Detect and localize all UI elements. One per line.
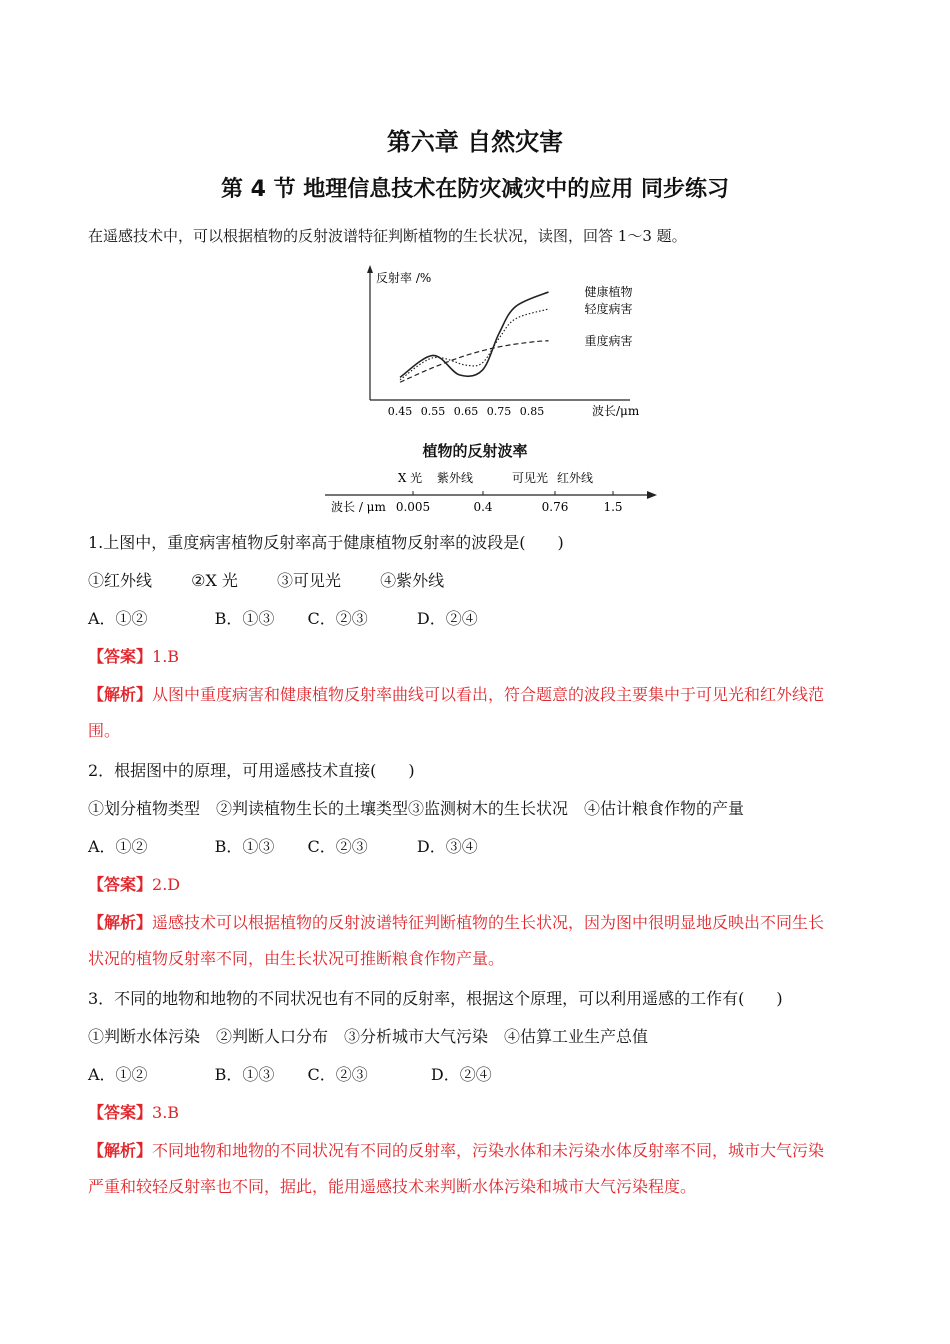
q2-choice-c: C．②③ (307, 837, 368, 856)
question-3-analysis (88, 1138, 824, 1161)
section-title: 第 4 节 地理信息技术在防灾减灾中的应用 同步练习 (221, 177, 729, 202)
answer-value: 2.D (152, 875, 181, 894)
q1-choice-c: C．②③ (307, 609, 368, 628)
x-tick-label: 0.85 (519, 405, 545, 418)
series-label: 轻度病害 (584, 302, 633, 317)
question-1-answer (88, 644, 179, 667)
q2-choice-a: A．①② (88, 837, 148, 856)
spectrum-axis-label: 波长 / μm (331, 500, 386, 514)
q1-choice-a: A．①② (88, 609, 148, 628)
q3-choice-c: C．②③ (307, 1065, 368, 1084)
q3-choice-d: D．②④ (430, 1065, 492, 1084)
band-label: 紫外线 (436, 471, 474, 485)
question-2-choices (88, 834, 478, 857)
question-3-answer (88, 1100, 179, 1123)
band-tick-label: 0.76 (541, 500, 569, 514)
answer-tag: 【答案】 (88, 875, 153, 894)
question-3-stem: 3．不同的地物和地物的不同状况也有不同的反射率，根据这个原理，可以利用遥感的工作有( ) (88, 989, 783, 1008)
x-tick-labels (388, 405, 545, 418)
question-3-analysis-cont: 严重和较轻反射率也不同，据此，能用遥感技术来判断水体污染和城市大气污染程度。 (88, 1177, 697, 1196)
question-3-choices (88, 1062, 492, 1085)
chart-series (400, 292, 549, 382)
answer-value: 1.B (152, 647, 180, 666)
q1-item-1: ①红外线 (88, 571, 153, 590)
q2-choice-d: D．③④ (416, 837, 478, 856)
question-2-analysis (88, 910, 824, 933)
reflectance-chart (330, 262, 650, 422)
analysis-tag: 【解析】 (88, 685, 153, 704)
series-label: 重度病害 (584, 333, 633, 348)
series-line-1 (400, 292, 549, 377)
q2-choice-b: B．①③ (214, 837, 275, 856)
y-axis-label: 反射率 /% (376, 271, 432, 285)
x-tick-label: 0.65 (453, 405, 479, 418)
q1-item-4: ④紫外线 (380, 571, 445, 590)
x-tick-label: 0.75 (486, 405, 512, 418)
question-1-analysis (88, 682, 824, 705)
band-tick-label: 0.4 (473, 500, 493, 514)
question-2-analysis-cont: 状况的植物反射率不同，由生长状况可推断粮食作物产量。 (88, 949, 505, 968)
band-tick-label: 1.5 (603, 500, 623, 514)
band-tick-label: 0.005 (395, 500, 431, 514)
chart-title: 植物的反射波率 (422, 442, 528, 460)
x-tick-label: 0.45 (387, 405, 413, 418)
x-axis-label: 波长/μm (592, 404, 640, 418)
q3-choice-a: A．①② (88, 1065, 148, 1084)
question-2-items: ①划分植物类型 ②判读植物生长的土壤类型③监测树木的生长状况 ④估计粮食作物的产量 (88, 799, 745, 818)
question-1-stem: 1.上图中，重度病害植物反射率高于健康植物反射率的波段是( ) (88, 533, 564, 552)
x-tick-label: 0.55 (420, 405, 446, 418)
analysis-text: 从图中重度病害和健康植物反射率曲线可以看出，符合题意的波段主要集中于可见光和红外线范 (152, 685, 825, 704)
q3-choice-b: B．①③ (214, 1065, 275, 1084)
intro-text: 在遥感技术中，可以根据植物的反射波谱特征判断植物的生长状况，读图，回答 1～3 题。 (88, 227, 687, 245)
q1-item-3: ③可见光 (277, 571, 342, 590)
series-labels (585, 284, 633, 348)
arrow-icon (647, 491, 657, 499)
question-1-analysis-cont: 围。 (88, 721, 121, 740)
q1-choice-d: D．②④ (416, 609, 478, 628)
band-label: 红外线 (556, 471, 594, 485)
answer-tag: 【答案】 (88, 1103, 153, 1122)
answer-tag: 【答案】 (88, 647, 153, 666)
analysis-tag: 【解析】 (88, 1141, 153, 1160)
question-1-items (88, 568, 444, 591)
q1-choice-b: B．①③ (214, 609, 275, 628)
spectrum-bands (398, 470, 593, 485)
analysis-text: 遥感技术可以根据植物的反射波谱特征判断植物的生长状况，因为图中很明显地反映出不同生长 (152, 913, 825, 932)
question-2-stem: 2．根据图中的原理，可用遥感技术直接( ) (88, 761, 415, 780)
question-3-items: ①判断水体污染 ②判断人口分布 ③分析城市大气污染 ④估算工业生产总值 (88, 1027, 649, 1046)
spectrum-bar (325, 467, 665, 517)
series-line-2 (400, 309, 549, 380)
band-label: X 光 (397, 471, 423, 485)
answer-value: 3.B (152, 1103, 180, 1122)
band-label: 可见光 (511, 471, 549, 485)
series-label: 健康植物 (584, 284, 633, 299)
question-2-answer (88, 872, 180, 895)
analysis-tag: 【解析】 (88, 913, 153, 932)
q1-item-2: ②X 光 (191, 571, 238, 590)
chapter-title: 第六章 自然灾害 (386, 128, 564, 156)
analysis-text: 不同地物和地物的不同状况有不同的反射率，污染水体和未污染水体反射率不同，城市大气污染 (152, 1141, 825, 1160)
question-1-choices (88, 606, 478, 629)
